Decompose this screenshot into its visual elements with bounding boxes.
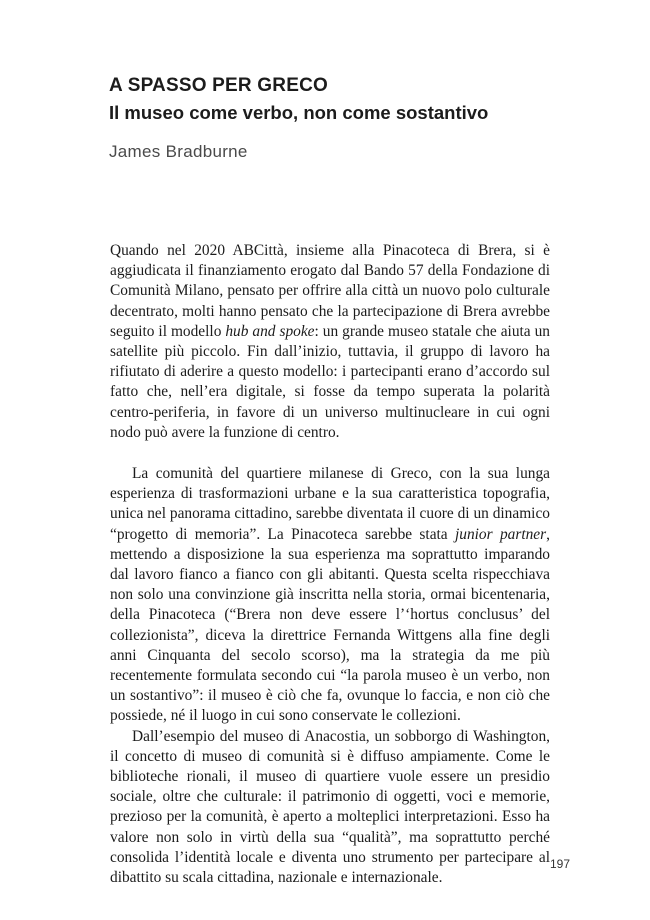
- article-body: [110, 241, 550, 888]
- chapter-title: A SPASSO PER GRECO: [109, 75, 328, 96]
- paragraph-1: [110, 241, 550, 443]
- author-name: James Bradburne: [109, 142, 248, 161]
- page-number: 197: [549, 857, 570, 871]
- chapter-header: [109, 72, 579, 164]
- paragraph-2: [110, 464, 550, 727]
- paragraph-1-emphasis: hub and spoke: [225, 322, 315, 340]
- paragraph-1-text-b: : un grande museo statale che aiuta un satellite più piccolo. Fin dall’inizio, tuttavia, il gruppo di lavoro ha rifiutato di aderire a questo modello: i partecipanti erano d’accordo sul fatto che, nell’era digitale, si fosse da tempo superata la polarità centro-periferia, in favore di un universo multinucleare in cui ogni nodo può avere la funzione di centro.: [110, 322, 550, 441]
- paragraph-2-emphasis: junior partner: [454, 525, 547, 543]
- paragraph-1-text-a: Quando nel 2020 ABCittà, insieme alla Pinacoteca di Brera, si è aggiudicata il finanziamento erogato dal Bando 57 della Fondazione di Comunità Milano, pensato per offrire alla città un nuovo polo culturale decentrato, molti hanno pensato che la partecipazione di Brera avrebbe seguito il modello: [110, 242, 550, 340]
- paragraph-3: Dall’esempio del museo di Anacostia, un sobborgo di Washington, il concetto di museo di comunità si è diffuso ampiamente. Come le biblioteche rionali, il museo di quartiere vuole essere un presidio sociale, oltre che culturale: il patrimonio di oggetti, voci e memorie, prezioso per la comunità, è aperto a molteplici interpretazioni. Esso ha valore non solo in virtù della sua “qualità”, ma soprattutto perché consolida l’identità locale e diventa uno strumento per partecipare al dibattito su scala cittadina, nazionale e internazionale.: [110, 727, 550, 887]
- paragraph-2-text-a: La comunità del quartiere milanese di Greco, con la sua lunga esperienza di trasformazioni urbane e la sua caratteristica topografia, unica nel panorama cittadino, sarebbe diventata il cuore di un dinamico “progetto di memoria”. La Pinacoteca sarebbe stata: [110, 465, 550, 543]
- chapter-subtitle: Il museo come verbo, non come sostantivo: [109, 102, 489, 123]
- paragraph-2-text-b: , mettendo a disposizione la sua esperienza ma soprattutto imparando dal lavoro fianco a fianco con gli abitanti. Questa scelta rispecchiava non solo una convinzione già inscritta nella storia, ormai bicentenaria, della Pinacoteca (“Brera non deve essere l’‘hortus conclusus’ del collezionista”, diceva la direttrice Fernanda Wittgens alla fine degli anni Cinquanta del secolo scorso), ma la strategia da me più recentemente formulata secondo cui “la parola museo è un verbo, non un sostantivo”: il museo è ciò che fa, ovunque lo faccia, e non ciò che possiede, né il luogo in cui sono conservate le collezioni.: [110, 525, 550, 725]
